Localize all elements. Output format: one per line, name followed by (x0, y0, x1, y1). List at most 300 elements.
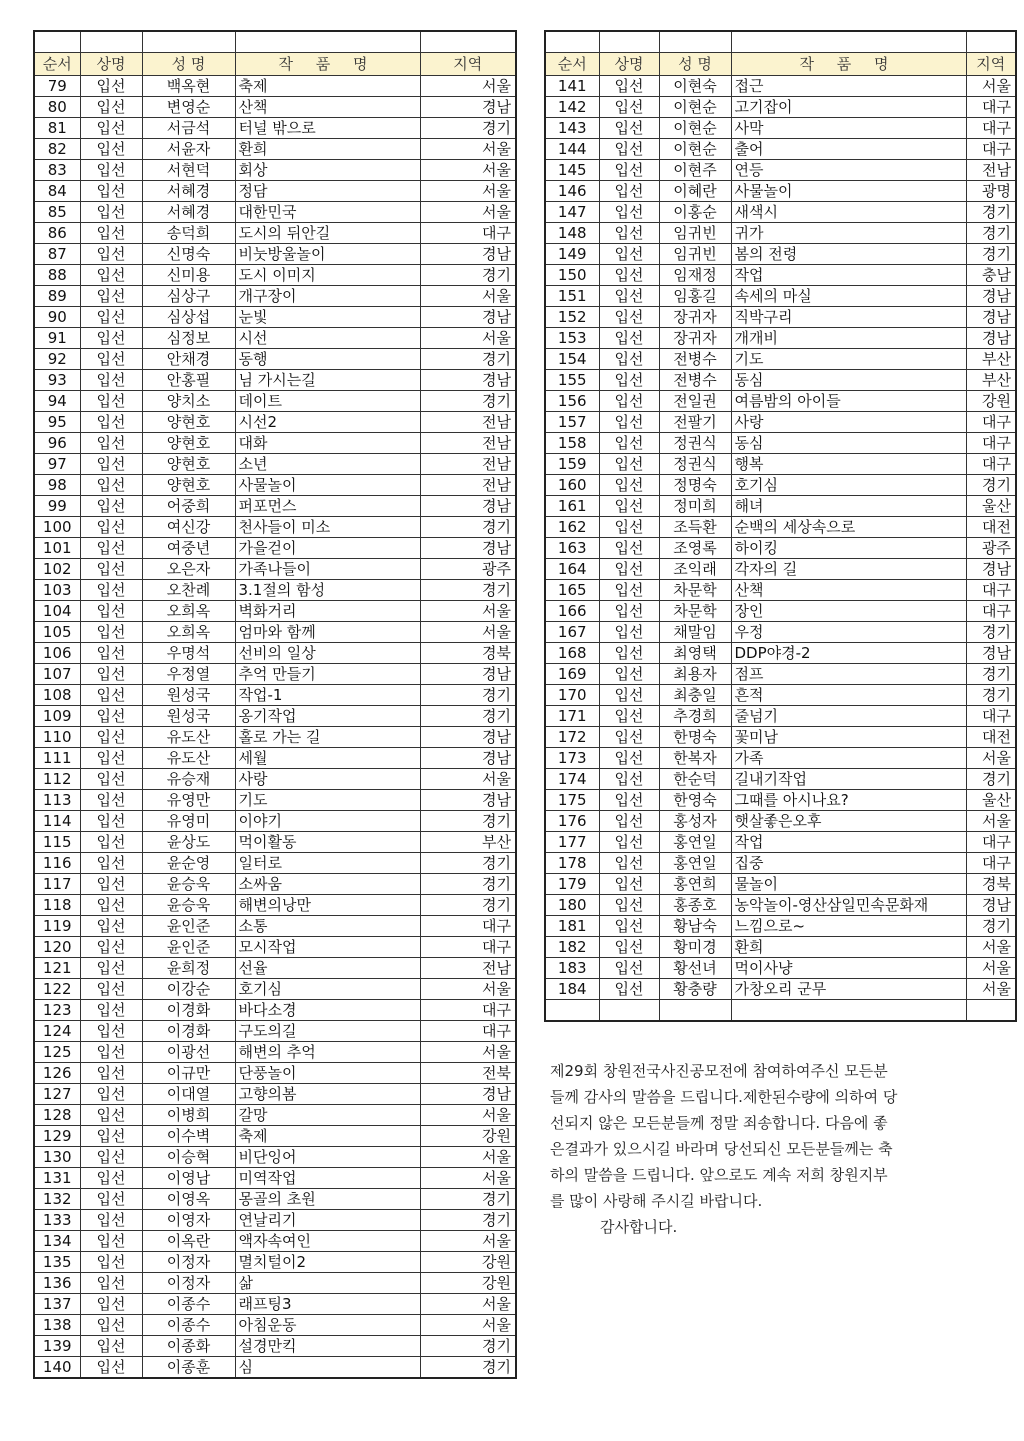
entry-number: 153 (545, 328, 599, 349)
photographer-name: 윤순영 (142, 853, 235, 874)
work-title: 행복 (731, 454, 966, 475)
table-row (34, 1063, 516, 1084)
work-title: 갈망 (235, 1105, 420, 1126)
table-row (545, 97, 1016, 118)
work-title: 홀로 가는 길 (235, 727, 420, 748)
work-title: 기도 (731, 349, 966, 370)
photographer-name: 양치소 (142, 391, 235, 412)
table-row (34, 874, 516, 895)
table-row (545, 874, 1016, 895)
region: 경남 (420, 664, 516, 685)
region: 대구 (420, 1021, 516, 1042)
table-row (545, 349, 1016, 370)
work-title: 사랑 (731, 412, 966, 433)
work-title: 해녀 (731, 496, 966, 517)
work-title: 해변의낭만 (235, 895, 420, 916)
award-type: 입선 (80, 727, 142, 748)
blank-row (34, 31, 516, 53)
photographer-name: 이수벽 (142, 1126, 235, 1147)
table-row (34, 601, 516, 622)
table-row (545, 202, 1016, 223)
award-type: 입선 (80, 958, 142, 979)
region: 경기 (420, 580, 516, 601)
entry-number: 101 (34, 538, 80, 559)
entry-number: 166 (545, 601, 599, 622)
photographer-name: 양현호 (142, 412, 235, 433)
work-title: 물놀이 (731, 874, 966, 895)
award-type: 입선 (599, 349, 659, 370)
work-title: 모시작업 (235, 937, 420, 958)
region: 경기 (420, 118, 516, 139)
work-title: 고향의봄 (235, 1084, 420, 1105)
award-type: 입선 (599, 811, 659, 832)
header-no: 순서 (34, 53, 80, 76)
award-type: 입선 (599, 853, 659, 874)
photographer-name: 유도산 (142, 748, 235, 769)
work-title: 농악놀이-영산삼일민속문화재 (731, 895, 966, 916)
photographer-name: 이경화 (142, 1000, 235, 1021)
table-row (34, 769, 516, 790)
region: 경남 (420, 496, 516, 517)
entry-number: 157 (545, 412, 599, 433)
entry-number: 165 (545, 580, 599, 601)
work-title: 개개비 (731, 328, 966, 349)
photographer-name: 홍성자 (659, 811, 731, 832)
note-line: 하의 말씀을 드립니다. 앞으로도 계속 저희 창원지부 (550, 1166, 888, 1184)
work-title: 장인 (731, 601, 966, 622)
award-type: 입선 (599, 244, 659, 265)
table-row (545, 811, 1016, 832)
region: 서울 (420, 1168, 516, 1189)
region: 경기 (420, 1189, 516, 1210)
award-type: 입선 (80, 706, 142, 727)
table-row (545, 454, 1016, 475)
work-title: 일터로 (235, 853, 420, 874)
table-row (545, 853, 1016, 874)
award-type: 입선 (80, 1021, 142, 1042)
table-row (34, 664, 516, 685)
table-row (34, 1210, 516, 1231)
award-type: 입선 (599, 580, 659, 601)
award-type: 입선 (599, 496, 659, 517)
work-title: 꽃미남 (731, 727, 966, 748)
region: 경남 (420, 370, 516, 391)
region: 경기 (420, 853, 516, 874)
work-title: 새색시 (731, 202, 966, 223)
table-row (545, 580, 1016, 601)
entry-number: 82 (34, 139, 80, 160)
photographer-name: 심정보 (142, 328, 235, 349)
work-title: 바다소경 (235, 1000, 420, 1021)
region: 울산 (966, 790, 1016, 811)
table-row (34, 118, 516, 139)
region: 대구 (966, 412, 1016, 433)
table-row (34, 1105, 516, 1126)
photographer-name: 안홍필 (142, 370, 235, 391)
photographer-name: 홍연일 (659, 853, 731, 874)
region: 경기 (420, 685, 516, 706)
entry-number: 131 (34, 1168, 80, 1189)
entry-number: 117 (34, 874, 80, 895)
entry-number: 128 (34, 1105, 80, 1126)
region: 서울 (966, 811, 1016, 832)
award-type: 입선 (80, 643, 142, 664)
region: 대구 (966, 97, 1016, 118)
photographer-name: 서금석 (142, 118, 235, 139)
entry-number: 85 (34, 202, 80, 223)
work-title: 단풍놀이 (235, 1063, 420, 1084)
work-title: 액자속여인 (235, 1231, 420, 1252)
work-title: 동심 (731, 370, 966, 391)
work-title: 직박구리 (731, 307, 966, 328)
table-row (34, 76, 516, 97)
photographer-name: 이종수 (142, 1315, 235, 1336)
photographer-name: 임귀빈 (659, 223, 731, 244)
region: 경기 (420, 349, 516, 370)
work-title: 여름밤의 아이들 (731, 391, 966, 412)
work-title: 작업-1 (235, 685, 420, 706)
region: 서울 (420, 1105, 516, 1126)
award-type: 입선 (80, 1126, 142, 1147)
work-title: 연날리기 (235, 1210, 420, 1231)
photographer-name: 임귀빈 (659, 244, 731, 265)
table-row (545, 181, 1016, 202)
entry-number: 116 (34, 853, 80, 874)
region: 경북 (420, 643, 516, 664)
photographer-name: 황미경 (659, 937, 731, 958)
work-title: 몽골의 초원 (235, 1189, 420, 1210)
photographer-name: 차문학 (659, 580, 731, 601)
work-title: 비눗방울놀이 (235, 244, 420, 265)
table-row (34, 559, 516, 580)
work-title: 환희 (235, 139, 420, 160)
table-row (34, 1168, 516, 1189)
thank-you-note (550, 1058, 970, 1240)
table-row (34, 307, 516, 328)
region: 경기 (966, 769, 1016, 790)
work-title: 해변의 추억 (235, 1042, 420, 1063)
entry-number: 89 (34, 286, 80, 307)
table-row (545, 475, 1016, 496)
table-row (545, 937, 1016, 958)
work-title: 비단잉어 (235, 1147, 420, 1168)
photographer-name: 심상구 (142, 286, 235, 307)
entry-number: 141 (545, 76, 599, 97)
note-line: 선되지 않은 모든분들께 정말 죄송합니다. 다음에 좋 (550, 1114, 888, 1132)
work-title: 그때를 아시나요? (731, 790, 966, 811)
entry-number: 118 (34, 895, 80, 916)
work-title: 아침운동 (235, 1315, 420, 1336)
region: 대구 (966, 601, 1016, 622)
table-row (34, 958, 516, 979)
photographer-name: 정미희 (659, 496, 731, 517)
photographer-name: 오희옥 (142, 622, 235, 643)
table-row (545, 307, 1016, 328)
table-row (545, 643, 1016, 664)
entry-number: 99 (34, 496, 80, 517)
award-type: 입선 (80, 1084, 142, 1105)
photographer-name: 심상섭 (142, 307, 235, 328)
award-type: 입선 (80, 370, 142, 391)
region: 경남 (966, 328, 1016, 349)
entry-number: 124 (34, 1021, 80, 1042)
region: 대구 (966, 853, 1016, 874)
table-row (545, 370, 1016, 391)
entry-number: 107 (34, 664, 80, 685)
entry-number: 134 (34, 1231, 80, 1252)
header-name: 성 명 (659, 53, 731, 76)
region: 경남 (966, 895, 1016, 916)
entry-number: 158 (545, 433, 599, 454)
table-row (34, 832, 516, 853)
work-title: 느낌으로~ (731, 916, 966, 937)
photographer-name: 우명석 (142, 643, 235, 664)
photographer-name: 변영순 (142, 97, 235, 118)
region: 경기 (420, 811, 516, 832)
award-type: 입선 (80, 979, 142, 1000)
award-type: 입선 (80, 454, 142, 475)
award-type: 입선 (80, 622, 142, 643)
award-type: 입선 (599, 727, 659, 748)
entry-number: 151 (545, 286, 599, 307)
photographer-name: 한영숙 (659, 790, 731, 811)
table-row (545, 979, 1016, 1000)
photographer-name: 양현호 (142, 475, 235, 496)
photographer-name: 송덕희 (142, 223, 235, 244)
table-row (34, 412, 516, 433)
table-row (34, 454, 516, 475)
award-type: 입선 (80, 97, 142, 118)
region: 경기 (420, 1210, 516, 1231)
award-type: 입선 (599, 202, 659, 223)
entry-number: 120 (34, 937, 80, 958)
work-title: 눈빛 (235, 307, 420, 328)
photographer-name: 우정열 (142, 664, 235, 685)
award-type: 입선 (80, 937, 142, 958)
work-title: 순백의 세상속으로 (731, 517, 966, 538)
table-row (545, 76, 1016, 97)
work-title: 님 가시는길 (235, 370, 420, 391)
work-title: 세월 (235, 748, 420, 769)
entry-number: 156 (545, 391, 599, 412)
region: 서울 (966, 979, 1016, 1000)
region: 경남 (966, 286, 1016, 307)
award-type: 입선 (80, 244, 142, 265)
work-title: 소통 (235, 916, 420, 937)
photographer-name: 조익래 (659, 559, 731, 580)
entry-number: 172 (545, 727, 599, 748)
table-row (545, 706, 1016, 727)
entry-number: 154 (545, 349, 599, 370)
award-type: 입선 (599, 433, 659, 454)
photographer-name: 이현순 (659, 139, 731, 160)
photographer-name: 최충일 (659, 685, 731, 706)
award-type: 입선 (80, 1042, 142, 1063)
region: 서울 (966, 958, 1016, 979)
award-type: 입선 (599, 475, 659, 496)
photographer-name: 이홍순 (659, 202, 731, 223)
photographer-name: 백옥현 (142, 76, 235, 97)
table-row (34, 790, 516, 811)
photographer-name: 이승혁 (142, 1147, 235, 1168)
entry-number: 92 (34, 349, 80, 370)
table-row (34, 685, 516, 706)
award-type: 입선 (80, 181, 142, 202)
work-title: 정담 (235, 181, 420, 202)
region: 강원 (966, 391, 1016, 412)
region: 강원 (420, 1273, 516, 1294)
entry-number: 180 (545, 895, 599, 916)
region: 경남 (420, 538, 516, 559)
award-type: 입선 (80, 328, 142, 349)
region: 경기 (966, 685, 1016, 706)
work-title: 추억 만들기 (235, 664, 420, 685)
work-title: 소싸움 (235, 874, 420, 895)
table-row (34, 916, 516, 937)
work-title: 흔적 (731, 685, 966, 706)
photographer-name: 이현주 (659, 160, 731, 181)
region: 대구 (966, 118, 1016, 139)
table-row (34, 1147, 516, 1168)
header-row (545, 53, 1016, 76)
work-title: 호기심 (235, 979, 420, 1000)
photographer-name: 이종화 (142, 1336, 235, 1357)
region: 부산 (966, 370, 1016, 391)
region: 서울 (420, 328, 516, 349)
entry-number: 110 (34, 727, 80, 748)
work-title: 연등 (731, 160, 966, 181)
entry-number: 164 (545, 559, 599, 580)
work-title: 가을걷이 (235, 538, 420, 559)
photographer-name: 이정자 (142, 1273, 235, 1294)
photographer-name: 정명숙 (659, 475, 731, 496)
award-type: 입선 (80, 769, 142, 790)
photographer-name: 홍종호 (659, 895, 731, 916)
entry-number: 80 (34, 97, 80, 118)
table-row (34, 727, 516, 748)
award-type: 입선 (599, 391, 659, 412)
entry-number: 96 (34, 433, 80, 454)
entry-number: 103 (34, 580, 80, 601)
work-title: 출어 (731, 139, 966, 160)
work-title: 터널 밖으로 (235, 118, 420, 139)
award-type: 입선 (80, 1189, 142, 1210)
table-row (34, 1357, 516, 1379)
photographer-name: 이광선 (142, 1042, 235, 1063)
work-title: 먹이사냥 (731, 958, 966, 979)
region: 서울 (420, 1315, 516, 1336)
award-type: 입선 (80, 1252, 142, 1273)
award-type: 입선 (599, 454, 659, 475)
entry-number: 111 (34, 748, 80, 769)
award-type: 입선 (599, 412, 659, 433)
entry-number: 143 (545, 118, 599, 139)
region: 전남 (420, 412, 516, 433)
work-title: DDP야경-2 (731, 643, 966, 664)
award-type: 입선 (80, 1336, 142, 1357)
table-row (545, 496, 1016, 517)
award-type: 입선 (80, 202, 142, 223)
photographer-name: 이현순 (659, 97, 731, 118)
entry-number: 169 (545, 664, 599, 685)
work-title: 집중 (731, 853, 966, 874)
table-row (34, 160, 516, 181)
region: 부산 (420, 832, 516, 853)
photographer-name: 서윤자 (142, 139, 235, 160)
photographer-name: 한복자 (659, 748, 731, 769)
award-type: 입선 (80, 433, 142, 454)
table-row (34, 328, 516, 349)
work-title: 벽화거리 (235, 601, 420, 622)
region: 경남 (420, 307, 516, 328)
blank-row (545, 1000, 1016, 1022)
table-row (34, 349, 516, 370)
work-title: 동심 (731, 433, 966, 454)
work-title: 산책 (731, 580, 966, 601)
table-row (545, 223, 1016, 244)
region: 서울 (420, 601, 516, 622)
entry-number: 95 (34, 412, 80, 433)
work-title: 하이킹 (731, 538, 966, 559)
region: 경기 (966, 916, 1016, 937)
entry-number: 174 (545, 769, 599, 790)
award-type: 입선 (80, 265, 142, 286)
region: 서울 (966, 937, 1016, 958)
table-row (545, 958, 1016, 979)
table-row (545, 685, 1016, 706)
photographer-name: 이현숙 (659, 76, 731, 97)
entry-number: 137 (34, 1294, 80, 1315)
photographer-name: 정권식 (659, 454, 731, 475)
entry-number: 184 (545, 979, 599, 1000)
region: 충남 (966, 265, 1016, 286)
table-row (34, 265, 516, 286)
entry-number: 182 (545, 937, 599, 958)
photographer-name: 장귀자 (659, 307, 731, 328)
region: 경남 (420, 748, 516, 769)
table-row (34, 748, 516, 769)
region: 경기 (966, 475, 1016, 496)
award-type: 입선 (599, 265, 659, 286)
table-row (34, 937, 516, 958)
region: 경남 (420, 790, 516, 811)
award-type: 입선 (599, 538, 659, 559)
header-work: 작 품 명 (235, 53, 420, 76)
table-row (34, 1021, 516, 1042)
award-type: 입선 (599, 706, 659, 727)
work-title: 래프팅3 (235, 1294, 420, 1315)
entry-number: 127 (34, 1084, 80, 1105)
work-title: 가족나들이 (235, 559, 420, 580)
work-title: 가족 (731, 748, 966, 769)
work-title: 각자의 길 (731, 559, 966, 580)
table-row (34, 139, 516, 160)
entry-number: 148 (545, 223, 599, 244)
award-type: 입선 (599, 97, 659, 118)
entry-number: 86 (34, 223, 80, 244)
award-type: 입선 (80, 1147, 142, 1168)
entry-number: 150 (545, 265, 599, 286)
entry-number: 97 (34, 454, 80, 475)
region: 대구 (420, 1000, 516, 1021)
region: 광주 (420, 559, 516, 580)
region: 전남 (420, 475, 516, 496)
entry-number: 79 (34, 76, 80, 97)
photographer-name: 조영록 (659, 538, 731, 559)
table-row (34, 580, 516, 601)
award-type: 입선 (80, 1105, 142, 1126)
award-type: 입선 (80, 307, 142, 328)
